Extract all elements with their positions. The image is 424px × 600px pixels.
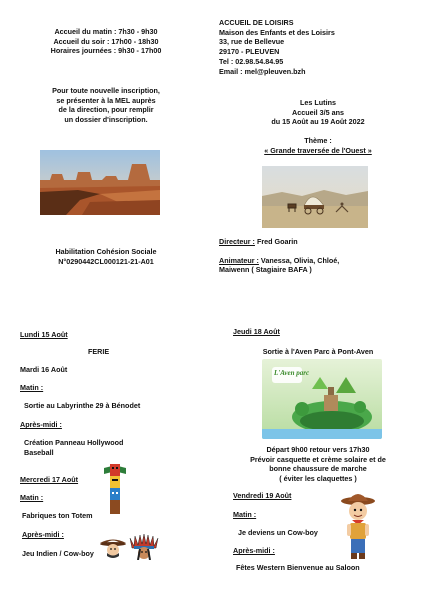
animators-names: Vanessa, Olivia, Chloé, xyxy=(258,255,340,265)
cowboy-face-icon xyxy=(98,534,128,558)
wednesday-morning-label: Matin : xyxy=(20,493,44,502)
center-phone: Tel : 02.98.54.84.95 xyxy=(219,56,284,66)
tuesday-morning: Sortie au Labyrinthe 29 à Bénodet xyxy=(24,401,141,410)
center-street: 33, rue de Bellevue xyxy=(219,37,285,47)
center-city: 29170 - PLEUVEN xyxy=(219,47,280,57)
thursday-outing: Sortie à l'Aven Parc à Pont-Aven xyxy=(262,347,374,356)
registration-line: Pour toute nouvelle inscription, xyxy=(52,86,160,95)
center-building: Maison des Enfants et des Loisirs xyxy=(219,27,335,37)
director-name: Fred Goarin xyxy=(254,237,298,246)
center-address xyxy=(219,18,419,76)
indian-chief-icon xyxy=(128,534,160,560)
registration-line: se présenter à la MEL auprès xyxy=(56,95,156,105)
animators-names-2: Maiwenn ( Stagiaire BAFA ) xyxy=(219,265,312,275)
registration-notice xyxy=(0,86,212,125)
thursday-details xyxy=(212,445,424,484)
group-age: Accueil 3/5 ans xyxy=(292,107,344,117)
hours-day: Horaires journées : 9h30 - 17h00 xyxy=(50,46,162,56)
tuesday-morning-label: Matin : xyxy=(20,383,44,392)
friday-afternoon: Fêtes Western Bienvenue au Saloon xyxy=(236,563,360,572)
friday-title: Vendredi 19 Août xyxy=(233,491,292,500)
aven-parc-logo: L'Aven parc xyxy=(274,369,310,377)
group-info xyxy=(212,98,424,156)
center-email: Email : mel@pleuven.bzh xyxy=(219,66,306,76)
center-name: ACCUEIL DE LOISIRS xyxy=(219,18,294,27)
director-label: Directeur : xyxy=(219,237,255,246)
group-dates: du 15 Août au 19 Août 2022 xyxy=(271,117,365,127)
animators-label: Animateur : xyxy=(219,255,259,265)
certification xyxy=(0,247,212,266)
staff-info xyxy=(219,237,419,275)
group-name: Les Lutins xyxy=(300,98,336,107)
desert-landscape-icon xyxy=(40,150,160,215)
theme-label: Thème : xyxy=(304,136,332,146)
thursday-title: Jeudi 18 Août xyxy=(233,327,280,336)
tuesday-afternoon-label: Après-midi : xyxy=(20,420,62,429)
covered-wagon-icon xyxy=(262,166,368,228)
totem-pole-icon xyxy=(104,462,126,514)
aven-parc-image xyxy=(262,359,382,439)
certification-line: Habilitation Cohésion Sociale xyxy=(55,247,157,256)
friday-morning-label: Matin : xyxy=(233,510,257,519)
thursday-detail-line: bonne chaussure de marche xyxy=(269,464,367,474)
cowboy-kid-icon xyxy=(340,491,376,561)
registration-line: de la direction, pour remplir xyxy=(58,105,154,115)
thursday-detail-line: ( éviter les claquettes ) xyxy=(279,474,357,484)
tuesday-afternoon-line: Baseball xyxy=(24,447,54,457)
certification-number: N°0290442CL000121-21-A01 xyxy=(58,256,154,266)
friday-afternoon-label: Après-midi : xyxy=(233,546,275,555)
wednesday-afternoon: Jeu Indien / Cow-boy xyxy=(22,549,94,558)
wednesday-afternoon-label: Après-midi : xyxy=(22,530,64,539)
friday-morning: Je deviens un Cow-boy xyxy=(238,528,318,537)
wednesday-morning: Fabriques ton Totem xyxy=(22,511,93,520)
thursday-detail-line: Prévoir casquette et crème solaire et de xyxy=(250,454,386,464)
registration-line: un dossier d'inscription. xyxy=(64,115,148,125)
tuesday-afternoon xyxy=(24,438,123,457)
monday-text: FERIE xyxy=(88,347,110,356)
tuesday-title: Mardi 16 Août xyxy=(20,365,68,374)
opening-hours xyxy=(0,27,212,56)
monday-title: Lundi 15 Août xyxy=(20,330,68,339)
program-monday xyxy=(20,330,210,340)
hours-morning: Accueil du matin : 7h30 - 9h30 xyxy=(54,27,158,36)
theme-title: « Grande traversée de l'Ouest » xyxy=(264,145,372,155)
tuesday-afternoon-line: Création Panneau Hollywood xyxy=(24,438,124,447)
thursday-detail-line: Départ 9h00 retour vers 17h30 xyxy=(266,445,370,454)
wednesday-title: Mercredi 17 Août xyxy=(20,475,79,484)
hours-evening: Accueil du soir : 17h00 - 18h30 xyxy=(53,36,159,46)
